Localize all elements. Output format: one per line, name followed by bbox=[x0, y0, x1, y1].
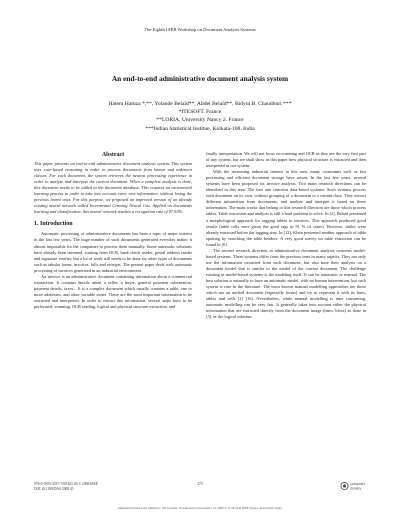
isbn-line: 978-0-7695-3337-7/08 $25.00 © 2008 IEEE bbox=[34, 482, 98, 486]
doi-line: DOI 10.1109/DAS.2008.43 bbox=[34, 487, 74, 491]
affiliation-isi: ***Indian Statistical Institue, Kolkata-108. India bbox=[145, 125, 255, 132]
intro-paragraph: Automatic processing of administrative documents has been a topic of major interest in the last few years. The huge number of such documents generated everyday makes it almost impossible for the companies to process them manually. Some automatic solutions have already been invented, starting from OCR, bank check reader, postal address reader and signature verifier, but a lot of work still needs to be done for other types of documents such as tabular forms, invoices, bills and receipts. The present paper deals with automatic processing of invoices generated in an industrial environment. bbox=[34, 231, 192, 273]
running-head: The Eighth IAPR Workshop on Document Analysis Systems bbox=[144, 27, 256, 32]
svg-text:society: society bbox=[350, 486, 362, 491]
svg-text:computer: computer bbox=[350, 482, 365, 486]
computer-society-logo bbox=[340, 479, 370, 493]
body-paragraph: The second research direction in administrative document analysis concerns model-based systems. These systems differ from the previous ones in many aspects. They not only use the information extracted from each document, but also base their analysis on a document model that is similar to the model of the current document. The challenge existing in model-based systems is the modeling itself. It can be automatic or manual. The best solution is naturally to have an automatic model, with no human intervention, but such system is rare in the literature. The most known manual modelling approaches are those which use an unified document (especially forms) and try to represent it with its lines, tables and cells [1] [16]. Nevertheless, while manual modelling is time consuming, automatic modelling can be very fast. It generally takes into account either the physical information that are extracted directly from the document image (lines, blocs) as done in [5], or the logical informa- bbox=[206, 247, 366, 320]
right-column bbox=[206, 151, 366, 320]
affiliation-loria: **LORIA, University Nancy 2. France bbox=[156, 117, 244, 124]
body-paragraph: With the increasing industrial interest in this area, many constraints such as fast processing and efficient document storage have arisen. In the last few years, several systems have been proposed for invoice analysis. Two main research directions can be identified in this area. The first one concerns data-based systems. Such systems process each document on its own, without grouping of a document to a certain class. They extract different information from documents, and analyze and interpret it based on these information. The main works that belong to this research direction are those which process tables. Table extraction and analysis is still a hard problem to solve. In [2], Belaïd presented a morphological approach for tagging tables in invoices. This approach produced good results (table cells were given the good tags in 91 % of cases). However, tables were already extracted before the tagging step. In [12], Klein presented another approach of table spotting by searching the table headers. A very good survey on table extraction can be found in [6]. bbox=[206, 169, 366, 247]
body-paragraph: finally interpretation. We will not focus on scanning and OCR as they are the very first part of any system, but we shall show in this paper how physical structure is extracted and then interpreted in our system. bbox=[206, 151, 366, 169]
introduction-heading: 1. Introduction bbox=[34, 221, 73, 228]
left-column bbox=[34, 152, 192, 310]
affiliation-itesoft: *ITESOFT. France bbox=[178, 109, 222, 116]
intro-paragraph: An invoice is an administrative document containing information about a commercial transaction. It contains details about a seller, a buyer, general payment information, payment details, taxes... It is a complex document which usually contains a table, one or more addresses, and other variable zones. These are the most important information to be extracted and interpreted. In order to extract this information, several steps have to be performed: scanning, OCR reading, logical and physical structure extraction, and bbox=[34, 273, 192, 309]
author-names: Hatem Hamza *,**, Yolande Belaïd**, Abdel Belaïd**, Bidyut B. Chaudhuri *** bbox=[108, 101, 292, 107]
abstract-heading: Abstract bbox=[101, 152, 125, 158]
author-block bbox=[0, 100, 400, 133]
paper-title: An end-to-end administrative document analysis system bbox=[111, 74, 289, 83]
abstract-text: This paper presents an end-to-end administrative document analysis system. This system uses case-based reasoning in order to process documents from known and unknown classes. For each document, the system retrieves the nearest processing experience in order to analyze and interpret the current document. When a complete analysis is done, this document needs to be added to the document database. This requires an incremental learning process in order to take into account every new information, without losing the previous learnt ones. For this purpose, we proposed an improved version of an already existing neural network called Incremental Growing Neural Gas. Applied on documents learning and classification, this neural network reaches a recognition rate of 97.63%. bbox=[34, 161, 192, 215]
download-notice: Authorized licensed use limited to: UR Lorraine. Downloaded on December 10, 2008 at 11:58 from IEEE Xplore. Restrictions apply. bbox=[117, 506, 283, 510]
page-number: 175 bbox=[197, 482, 203, 486]
